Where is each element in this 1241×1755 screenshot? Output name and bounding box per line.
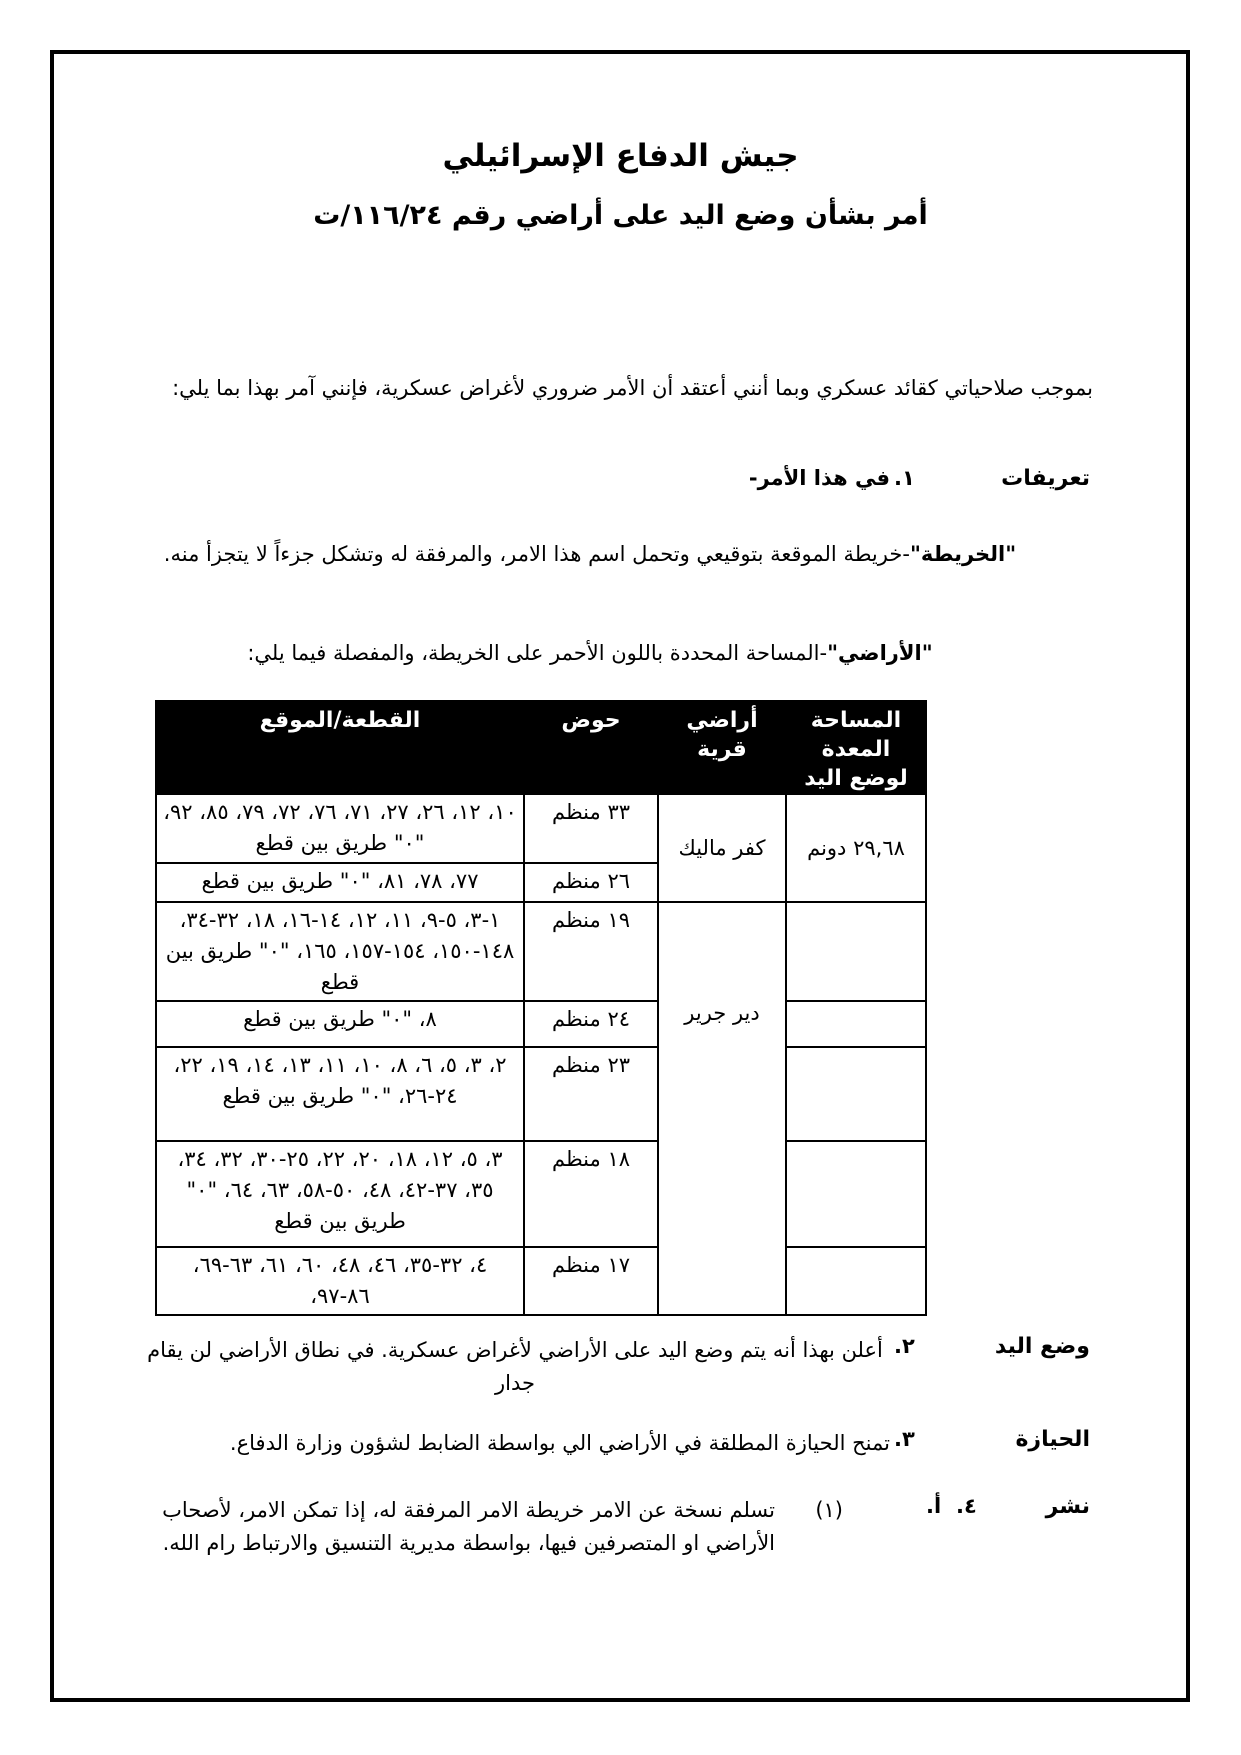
area-cell-empty (786, 1247, 926, 1315)
section-publication-text: تسلم نسخة عن الامر خريطة الامر المرفقة له، إذا تمكن الامر، لأصحاب الأراضي او المتصرفين فيها، بواسطة مديرية التنسيق والارتباط رام الله. (162, 1498, 775, 1555)
basin-cell: ٢٣ منظم (524, 1047, 658, 1141)
basin-cell: ٢٤ منظم (524, 1001, 658, 1047)
section-publication-letter: أ. (926, 1494, 942, 1518)
seizure-table (155, 700, 927, 1316)
lands-definition-paragraph (155, 637, 1025, 670)
basin-cell: ٢٦ منظم (524, 863, 658, 902)
header-basin: حوض (524, 701, 658, 794)
table-row (156, 1047, 926, 1141)
table-row (156, 902, 926, 1001)
table-row (156, 1247, 926, 1315)
table-row (156, 1141, 926, 1247)
village-cell-deir-jarir: دير جرير (658, 902, 786, 1315)
table-row (156, 1001, 926, 1047)
section-definitions-label: تعريفات (1001, 466, 1090, 491)
section-publication-subnumber: (١) (815, 1498, 843, 1522)
header-plot: القطعة/الموقع (156, 701, 524, 794)
header-area: المساحة المعدة لوضع اليد (786, 701, 926, 794)
basin-cell: ٣٣ منظم (524, 794, 658, 863)
plot-cell: ٢، ٣، ٥، ٦، ٨، ١٠، ١١، ١٣، ١٤، ١٩، ٢٢، ٢٤-٢٦، "٠" طريق بين قطع (156, 1047, 524, 1141)
section-seizure-text: أعلن بهذا أنه يتم وضع اليد على الأراضي لأغراض عسكرية. في نطاق الأراضي لن يقام جدار (147, 1338, 883, 1395)
map-term: "الخريطة" (909, 542, 1017, 566)
section-publication-label: نشر (1045, 1494, 1090, 1519)
plot-cell: ٨، "٠" طريق بين قطع (156, 1001, 524, 1047)
area-cell-kafr-malik: ٢٩,٦٨ دونم (786, 794, 926, 902)
section-possession-number: ٣. (894, 1427, 915, 1451)
section-seizure-number: ٢. (894, 1334, 915, 1358)
table-row (156, 794, 926, 863)
header-village: أراضي قرية (658, 701, 786, 794)
section-possession-text: تمنح الحيازة المطلقة في الأراضي الي بواسطة الضابط لشؤون وزارة الدفاع. (229, 1431, 890, 1455)
table-header-row (156, 701, 926, 794)
area-cell-empty (786, 1141, 926, 1247)
plot-cell: ٤، ٣٢-٣٥، ٤٦، ٤٨، ٦٠، ٦١، ٦٣-٦٩، ٨٦-٩٧، (156, 1247, 524, 1315)
document-subtitle: أمر بشأن وضع اليد على أراضي رقم ١١٦/٢٤/ت (313, 200, 928, 231)
section-seizure-label: وضع اليد (994, 1334, 1090, 1359)
intro-paragraph: بموجب صلاحياتي كقائد عسكري وبما أنني أعتقد أن الأمر ضروري لأغراض عسكرية، فإنني آمر بهذا بما يلي: (172, 376, 1093, 400)
plot-cell: ٣، ٥، ١٢، ١٨، ٢٠، ٢٢، ٢٥-٣٠، ٣٢، ٣٤، ٣٥، ٣٧-٤٢، ٤٨، ٥٠-٥٨، ٦٣، ٦٤، "٠" طريق بين قطع (156, 1141, 524, 1247)
section-definitions-number: ١. (894, 466, 915, 490)
section-publication-number: ٤. (956, 1494, 977, 1518)
plot-cell: ١-٣، ٥-٩، ١١، ١٢، ١٤-١٦، ١٨، ٣٢-٣٤، ١٤٨-١٥٠، ١٥٤-١٥٧، ١٦٥، "٠" طريق بين قطع (156, 902, 524, 1001)
document-title: جيش الدفاع الإسرائيلي (442, 138, 799, 174)
area-cell-empty (786, 1047, 926, 1141)
plot-cell: ١٠، ١٢، ٢٦، ٢٧، ٧١، ٧٦، ٧٢، ٧٩، ٨٥، ٩٢، "٠" طريق بين قطع (156, 794, 524, 863)
plot-cell: ٧٧، ٧٨، ٨١، "٠" طريق بين قطع (156, 863, 524, 902)
village-cell-kafr-malik: كفر ماليك (658, 794, 786, 902)
section-definitions-item: في هذا الأمر- (748, 466, 890, 490)
basin-cell: ١٧ منظم (524, 1247, 658, 1315)
lands-term: "الأراضي" (827, 641, 933, 665)
lands-definition-text: -المساحة المحددة باللون الأحمر على الخريطة، والمفصلة فيما يلي: (247, 641, 828, 665)
area-cell-empty (786, 902, 926, 1001)
map-definition-paragraph (155, 538, 1025, 571)
area-cell-empty (786, 1001, 926, 1047)
basin-cell: ١٩ منظم (524, 902, 658, 1001)
map-definition-text: -خريطة الموقعة بتوقيعي وتحمل اسم هذا الامر، والمرفقة له وتشكل جزءاً لا يتجزأ منه. (163, 542, 910, 566)
section-possession-label: الحيازة (1015, 1427, 1090, 1452)
basin-cell: ١٨ منظم (524, 1141, 658, 1247)
